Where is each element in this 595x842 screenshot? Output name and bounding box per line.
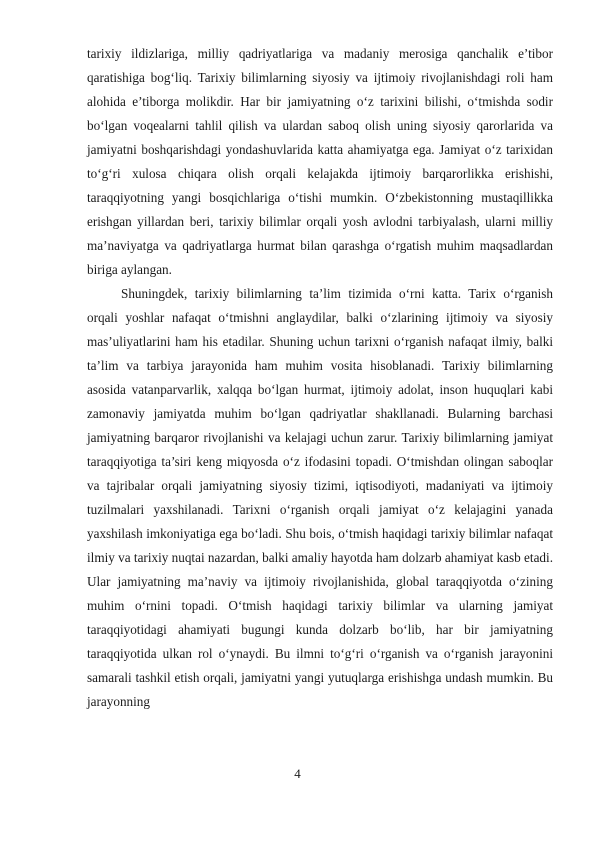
page-number: 4	[294, 766, 301, 781]
body-text	[87, 42, 553, 714]
paragraph-shuningdek: Shuningdek, tarixiy bilimlarning ta’lim tizimida o‘rni katta. Tarix o‘rganish orqali yoshlar nafaqat o‘tmishni anglaydilar, balki o‘zlarining ijtimoiy va siyosiy mas’uliyatlarini ham his etadilar. Shuning uchun tarixni o‘rganish nafaqat ilmiy, balki ta’lim va tarbiya jarayonida ham muhim vosita hisoblanadi. Tarixiy bilimlarning asosida vatanparvarlik, xalqqa bo‘lgan hurmat, ijtimoiy adolat, inson huquqlari kabi zamonaviy jamiyatda muhim bo‘lgan qadriyatlar shakllanadi. Bularning barchasi jamiyatning barqaror rivojlanishi va kelajagi uchun zarur. Tarixiy bilimlarning jamiyat taraqqiyotiga ta’siri keng miqyosda o‘z ifodasini topadi. O‘tmishdan olingan saboqlar va tajribalar orqali jamiyatning siyosiy tizimi, iqtisodiyoti, madaniyati va ijtimoiy tuzilmalari yaxshilanadi. Tarixni o‘rganish orqali jamiyat o‘z kelajagini yanada yaxshilash imkoniyatiga ega bo‘ladi. Shu bois, o‘tmish haqidagi tarixiy bilimlar nafaqat ilmiy va tarixiy nuqtai nazardan, balki amaliy hayotda ham dolzarb ahamiyat kasb etadi. Ular jamiyatning ma’naviy va ijtimoiy rivojlanishida, global taraqqiyotda o‘zining muhim o‘rnini topadi. O‘tmish haqidagi tarixiy bilimlar va ularning jamiyat taraqqiyotidagi ahamiyati bugungi kunda dolzarb bo‘lib, har bir jamiyatning taraqqiyotida ulkan rol o‘ynaydi. Bu ilmni to‘g‘ri o‘rganish va o‘rganish jarayonini samarali tashkil etish orqali, jamiyatni yangi yutuqlarga erishishga undash mumkin. Bu jarayonning	[87, 286, 553, 709]
paragraph-continued: tarixiy ildizlariga, milliy qadriyatlariga va madaniy merosiga qanchalik e’tibor qaratishiga bog‘liq. Tarixiy bilimlarning siyosiy va ijtimoiy rivojlanishdagi roli ham alohida e’tiborga molikdir. Har bir jamiyatning o‘z tarixini bilishi, o‘tmishda sodir bo‘lgan voqealarni tahlil qilish va ulardan saboq olish uning siyosiy qarorlarida va jamiyatni boshqarishdagi yondashuvlarida katta ahamiyatga ega. Jamiyat o‘z tarixidan to‘g‘ri xulosa chiqara olish orqali kelajakda ijtimoiy barqarorlikka erishishi, taraqqiyotning yangi bosqichlariga o‘tishi mumkin. O‘zbekistonning mustaqillikka erishgan yillardan beri, tarixiy bilimlar orqali yosh avlodni tarbiyalash, ularni milliy ma’naviyatga va qadriyatlarga hurmat bilan qarashga o‘rgatish muhim maqsadlardan biriga aylangan.	[87, 46, 553, 277]
